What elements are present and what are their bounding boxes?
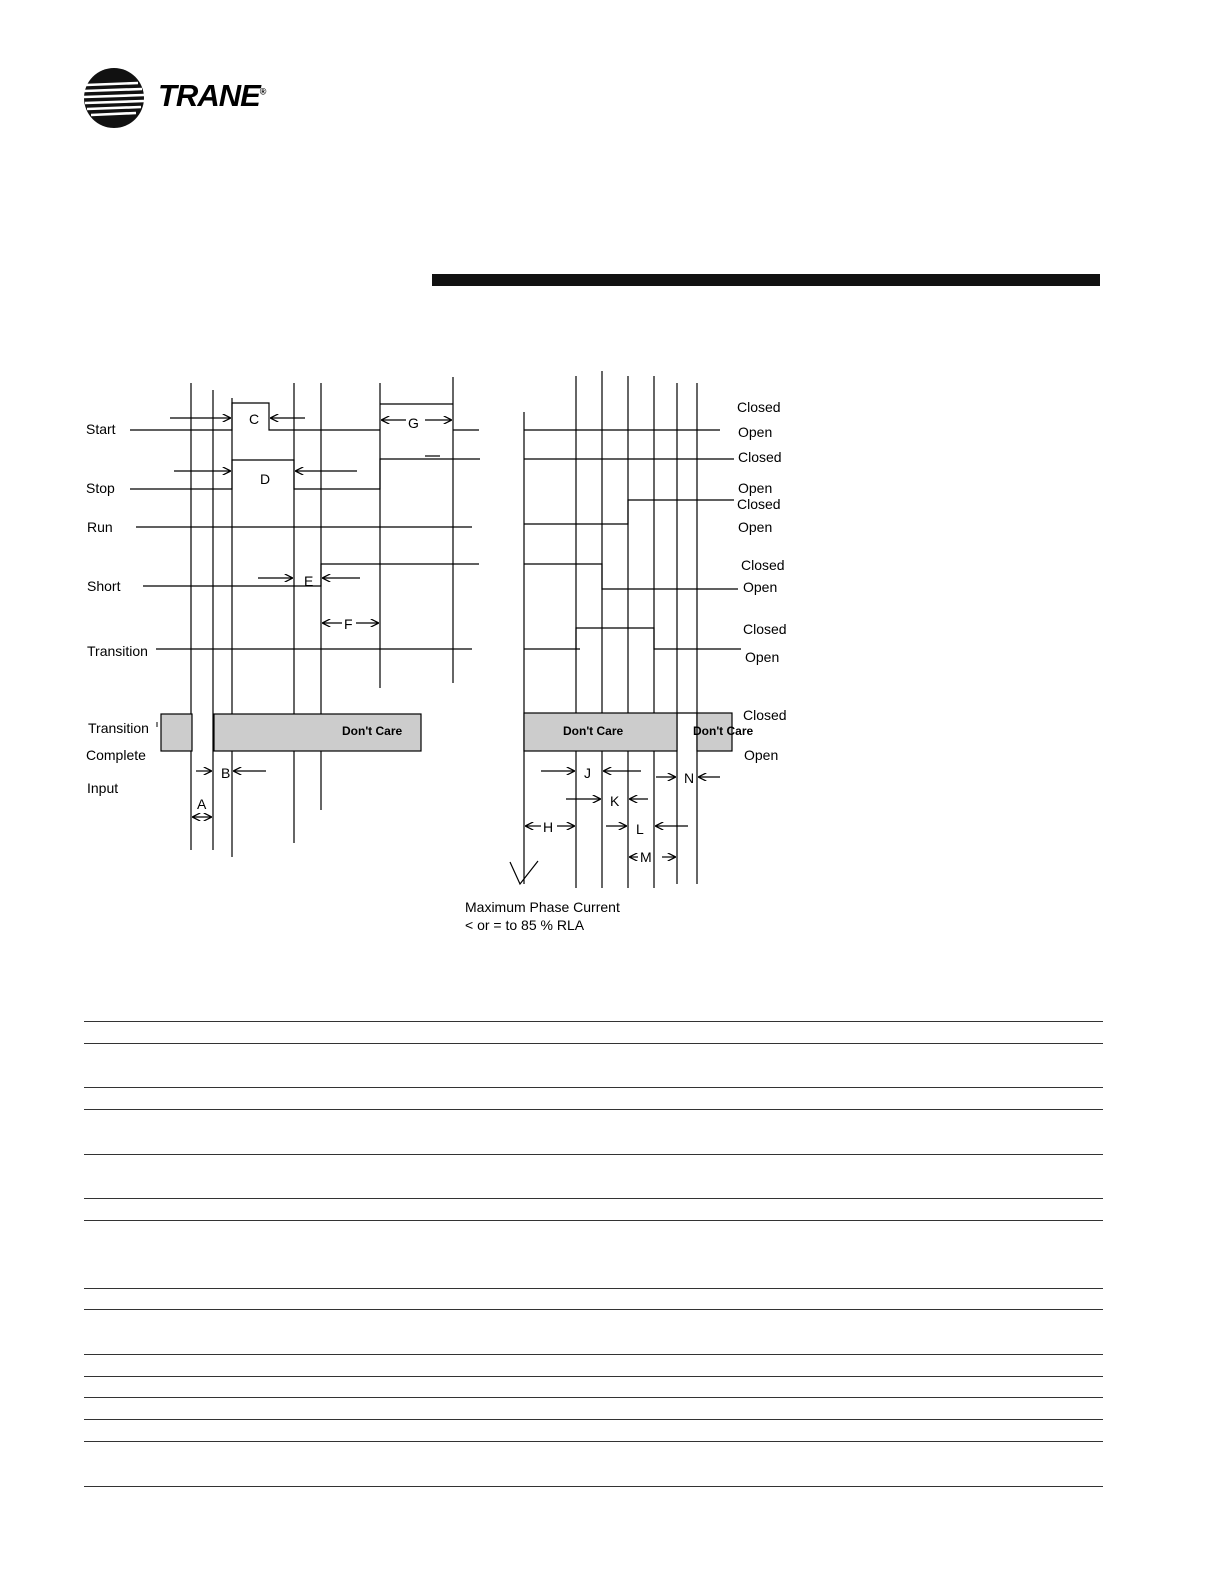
interval-l: L: [636, 821, 644, 837]
table-rule: [84, 1220, 1103, 1221]
label-short: Short: [87, 578, 121, 594]
state-label-1: Closed: [737, 399, 781, 415]
interval-e: E: [304, 573, 314, 589]
table-rule: [84, 1198, 1103, 1199]
label-stop: Stop: [86, 480, 115, 496]
table-rules: [84, 0, 1103, 1584]
state-label-6: Open: [738, 519, 773, 535]
table-rule: [84, 1109, 1103, 1110]
caption-line-2: < or = to 85 % RLA: [465, 917, 585, 933]
label-transition-complete-2: Complete: [86, 747, 146, 763]
interval-f: F: [344, 616, 353, 632]
state-label-4: Open: [738, 480, 773, 496]
state-label-7: Closed: [741, 557, 785, 573]
interval-h: H: [543, 819, 554, 835]
table-rule: [84, 1486, 1103, 1487]
interval-b: B: [221, 765, 231, 781]
state-label-8: Open: [743, 579, 778, 595]
table-rule: [84, 1154, 1103, 1155]
brand-name: TRANE: [158, 78, 260, 113]
state-label-9: Closed: [743, 621, 787, 637]
dont-care-label-right-2: Don't Care: [693, 724, 754, 738]
state-label-5: Closed: [737, 496, 781, 512]
table-rule: [84, 1397, 1103, 1398]
table-rule: [84, 1376, 1103, 1377]
table-rule: [84, 1309, 1103, 1310]
label-transition-complete-3: Input: [87, 780, 119, 796]
label-transition: Transition: [87, 643, 148, 659]
interval-a: A: [197, 796, 207, 812]
interval-k: K: [610, 793, 620, 809]
label-start: Start: [86, 421, 116, 437]
state-label-10: Open: [745, 649, 780, 665]
interval-n: N: [684, 770, 695, 786]
interval-g: G: [408, 415, 419, 431]
state-label-3: Closed: [738, 449, 782, 465]
interval-d: D: [260, 471, 271, 487]
table-rule: [84, 1441, 1103, 1442]
table-rule: [84, 1288, 1103, 1289]
table-rule: [84, 1419, 1103, 1420]
dont-care-label-left: Don't Care: [342, 724, 403, 738]
label-transition-complete-1: Transition: [88, 720, 149, 736]
interval-m: M: [640, 849, 652, 865]
caption-line-1: Maximum Phase Current: [465, 899, 620, 915]
table-rule: [84, 1354, 1103, 1355]
state-label-11: Closed: [743, 707, 787, 723]
state-label-12: Open: [744, 747, 779, 763]
table-rule: [84, 1021, 1103, 1022]
interval-j: J: [584, 765, 591, 781]
state-label-2: Open: [738, 424, 773, 440]
interval-c: C: [249, 411, 260, 427]
dont-care-label-right-1: Don't Care: [563, 724, 624, 738]
table-rule: [84, 1043, 1103, 1044]
table-rule: [84, 1087, 1103, 1088]
label-run: Run: [87, 519, 113, 535]
registered-mark: ®: [259, 86, 266, 97]
